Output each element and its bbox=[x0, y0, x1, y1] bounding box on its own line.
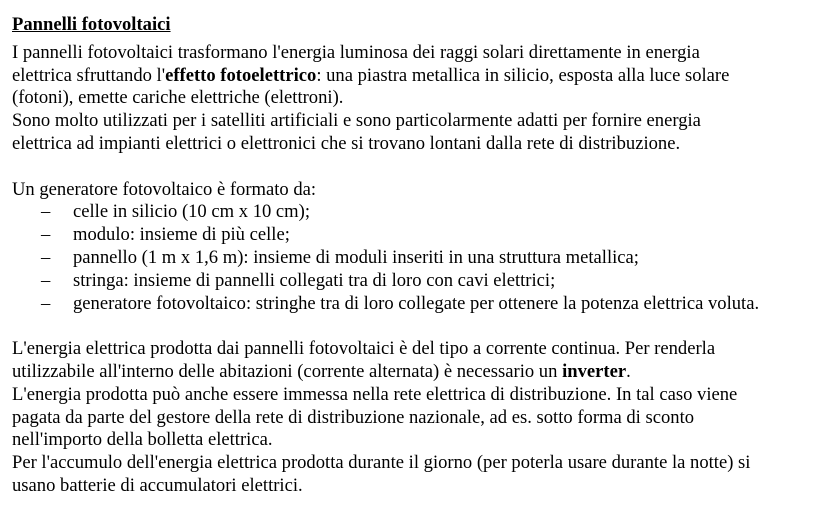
generator-heading: Un generatore fotovoltaico è formato da: bbox=[12, 178, 317, 200]
usage-line: pagata da parte del gestore della rete di distribuzione nazionale, ad es. sotto forma di sconto bbox=[12, 406, 695, 428]
intro-line: Sono molto utilizzati per i satelliti artificiali e sono particolarmente adatti per fornire energia bbox=[12, 110, 701, 132]
usage-line: usano batterie di accumulatori elettrici. bbox=[12, 474, 303, 496]
usage-line: nell'importo della bolletta elettrica. bbox=[12, 429, 273, 451]
list-item-text: stringa: insieme di pannelli collegati tra di loro con cavi elettrici; bbox=[73, 269, 556, 291]
inverter-term: inverter bbox=[562, 360, 627, 382]
list-item-text: celle in silicio (10 cm x 10 cm); bbox=[73, 201, 311, 223]
dash-bullet: – bbox=[41, 269, 51, 291]
usage-line bbox=[12, 361, 815, 384]
intro-paragraph bbox=[12, 42, 815, 156]
usage-line: L'energia elettrica prodotta dai pannelli fotovoltaici è del tipo a corrente continua. Per renderla bbox=[12, 338, 716, 360]
generator-list bbox=[12, 201, 815, 315]
spacer bbox=[12, 315, 815, 338]
dash-bullet: – bbox=[41, 201, 51, 223]
dash-bullet: – bbox=[41, 246, 51, 268]
generator-section bbox=[12, 179, 815, 316]
intro-text: elettrica sfruttando l' bbox=[12, 64, 166, 86]
list-item bbox=[12, 201, 815, 224]
spacer bbox=[12, 156, 815, 179]
list-item-text: generatore fotovoltaico: stringhe tra di loro collegate per ottenere la potenza elettrica voluta. bbox=[73, 292, 760, 314]
photoelectric-effect-term: effetto fotoelettrico bbox=[165, 64, 317, 86]
intro-line: elettrica ad impianti elettrici o elettronici che si trovano lontani dalla rete di distribuzione. bbox=[12, 132, 681, 154]
list-item bbox=[12, 293, 815, 316]
usage-line: Per l'accumulo dell'energia elettrica prodotta durante il giorno (per poterla usare durante la notte) si bbox=[12, 452, 751, 474]
list-item bbox=[12, 224, 815, 247]
dash-bullet: – bbox=[41, 224, 51, 246]
intro-line bbox=[12, 65, 815, 88]
usage-text: . bbox=[626, 360, 631, 382]
dash-bullet: – bbox=[41, 292, 51, 314]
intro-line: (fotoni), emette cariche elettriche (elettroni). bbox=[12, 87, 344, 109]
usage-line: L'energia prodotta può anche essere immessa nella rete elettrica di distribuzione. In tal caso viene bbox=[12, 383, 738, 405]
page-title: Pannelli fotovoltaici bbox=[12, 14, 171, 35]
intro-line: I pannelli fotovoltaici trasformano l'energia luminosa dei raggi solari direttamente in energia bbox=[12, 41, 700, 63]
intro-text: : una piastra metallica in silicio, esposta alla luce solare bbox=[316, 64, 730, 86]
usage-text: utilizzabile all'interno delle abitazioni (corrente alternata) è necessario un bbox=[12, 360, 563, 382]
list-item bbox=[12, 270, 815, 293]
list-item bbox=[12, 247, 815, 270]
list-item-text: pannello (1 m x 1,6 m): insieme di moduli inseriti in una struttura metallica; bbox=[73, 246, 639, 268]
usage-paragraph bbox=[12, 338, 815, 498]
list-item-text: modulo: insieme di più celle; bbox=[73, 224, 290, 246]
